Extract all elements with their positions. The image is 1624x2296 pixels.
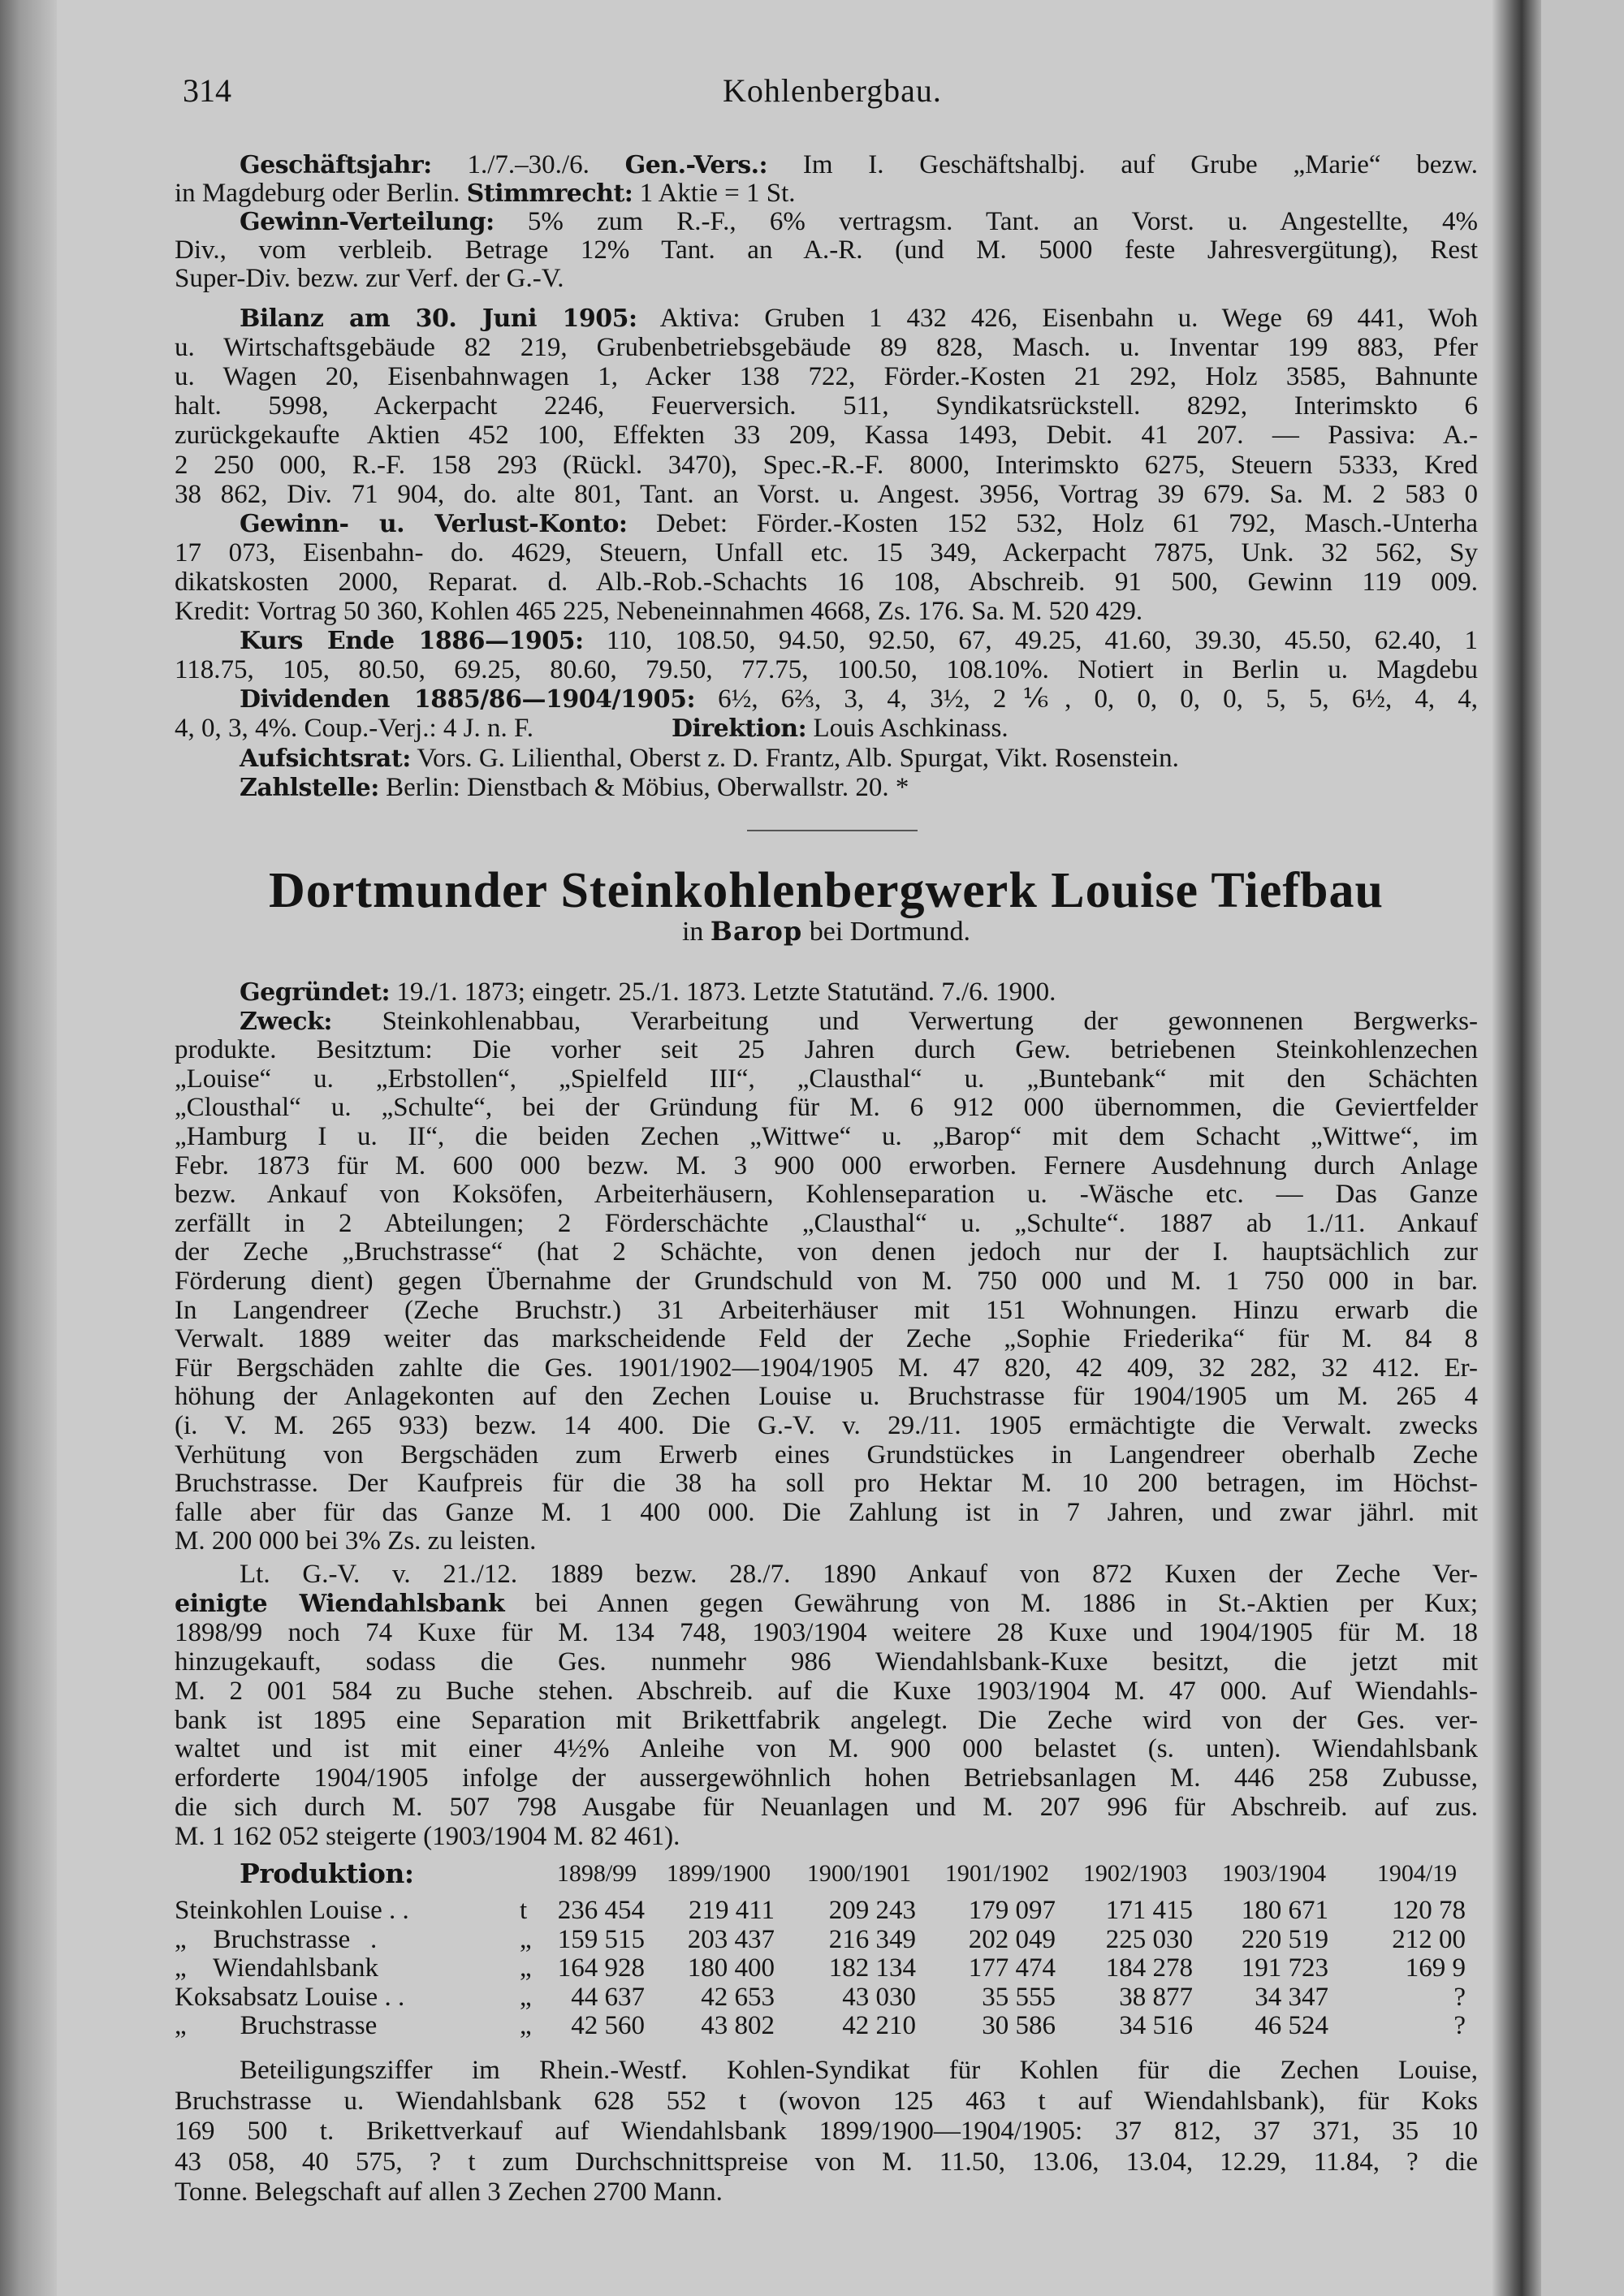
year-header: 1904/19	[1376, 1860, 1458, 1887]
text-line	[175, 208, 1478, 236]
text-segment: bezw. Ankauf von Koksöfen, Arbeiterhäusern, Kohlenseparation u. -Wäsche etc. — Das Ganze	[175, 1180, 1478, 1210]
text-segment: 118.75, 105, 80.50, 69.25, 80.60, 79.50, 77.75, 100.50, 108.10%. Notiert in Berlin u. Magdebu	[175, 655, 1478, 685]
row-unit: „	[520, 1982, 532, 2012]
year-header: 1902/1903	[1082, 1860, 1188, 1887]
text-line	[175, 2117, 1478, 2147]
text-segment: 6½, 6⅔, 3, 4, 3½, 2⅙, 0, 0, 0, 0, 5, 5, 6½, 4, 4,	[695, 684, 1478, 714]
text-segment: 1898/99 noch 74 Kuxe für M. 134 748, 1903/1904 weitere 28 Kuxe und 1904/1905 für M. 18	[175, 1618, 1478, 1647]
text-line	[175, 1267, 1478, 1297]
text-line	[175, 568, 1478, 597]
year-header: 1899/1900	[666, 1860, 771, 1887]
table-cell: 42 653	[701, 1982, 775, 2012]
text-line	[175, 451, 1478, 480]
table-cell: 46 524	[1255, 2011, 1328, 2040]
text-segment: M. 2 001 584 zu Buche stehen. Abschreib. auf die Kuxe 1903/1904 M. 47 000. Auf Wiendahls-	[175, 1677, 1478, 1706]
text-line	[175, 362, 1478, 391]
bold-label: Kurs Ende 1886—1905:	[240, 627, 584, 656]
text-segment: u. Wirtschaftsgebäude 82 219, Grubenbetriebsgebäude 89 828, Masch. u. Inventar 199 883, Pfer	[175, 333, 1478, 363]
bold-label: Gegründet:	[240, 978, 391, 1007]
table-cell: 220 519	[1241, 1924, 1328, 1954]
text-line	[175, 1094, 1478, 1123]
text-line	[175, 236, 1478, 265]
text-line	[175, 1470, 1478, 1499]
text-segment: 19./1. 1873; eingetr. 25./1. 1873. Letzte Statutänd. 7./6. 1900.	[390, 978, 1056, 1007]
text-line	[175, 1238, 1478, 1267]
company-title: Dortmunder Steinkohlenbergwerk Louise Tiefbau	[269, 863, 1384, 918]
text-segment: „Hamburg I u. II“, die beiden Zechen „Wittwe“ u. „Barop“ mit dem Schacht „Wittwe“, im	[175, 1123, 1478, 1151]
text-segment: Im I. Geschäftshalbj. auf Grube „Marie“ bezw.	[767, 151, 1478, 179]
text-segment: M. 1 162 052 steigerte (1903/1904 M. 82 461).	[175, 1823, 680, 1852]
text-segment: 17 073, Eisenbahn- do. 4629, Steuern, Unfall etc. 15 349, Ackerpacht 7875, Unk. 32 562, Sy	[175, 537, 1478, 568]
direktion-entry	[672, 714, 1009, 743]
text-segment: halt. 5998, Ackerpacht 2246, Feuerversich. 511, Syndikatsrückstell. 8292, Interimskto 6	[175, 391, 1478, 421]
text-segment: Für Bergschäden zahlte die Ges. 1901/1902—1904/1905 M. 47 820, 42 409, 32 282, 32 412. Er-	[175, 1353, 1478, 1383]
text-line	[175, 1065, 1478, 1094]
text-line	[175, 626, 1478, 655]
table-cell: 43 802	[701, 2011, 775, 2040]
text-segment: Bruchstrasse. Der Kaufpreis für die 38 ha soll pro Hektar M. 10 200 betragen, im Höchst-	[175, 1470, 1478, 1499]
text-line	[175, 655, 1478, 684]
bold-label: Zahlstelle:	[240, 773, 379, 802]
table-cell: 43 030	[842, 1982, 916, 2012]
table-cell: 209 243	[828, 1896, 916, 1925]
text-segment: 110, 108.50, 94.50, 92.50, 67, 49.25, 41.60, 39.30, 45.50, 62.40, 1	[583, 626, 1478, 656]
table-cell: 164 928	[557, 1953, 645, 1983]
text-line	[175, 1354, 1478, 1383]
text-segment: Tonne. Belegschaft auf allen 3 Zechen 2700 Mann.	[175, 2177, 723, 2207]
text-line	[175, 744, 1478, 773]
text-segment: zerfällt in 2 Abteilungen; 2 Förderschächte „Clausthal“ u. „Schulte“. 1887 ab 1./11. Ankauf	[175, 1209, 1478, 1238]
row-unit: „	[520, 1953, 532, 1983]
text-segment: zurückgekaufte Aktien 452 100, Effekten 33 209, Kassa 1493, Debit. 41 207. — Passiva: A.-	[175, 421, 1478, 451]
table-cell: 169 9	[1405, 1953, 1466, 1983]
text-segment: 2 250 000, R.-F. 158 293 (Rückl. 3470), Spec.-R.-F. 8000, Interimskto 6275, Steuern 5333, Kred	[175, 450, 1478, 480]
text-segment: Super-Div. bezw. zur Verf. der G.-V.	[175, 265, 564, 293]
table-cell: 179 097	[968, 1896, 1056, 1925]
text-line	[175, 1297, 1478, 1326]
table-cell: 203 437	[687, 1924, 775, 1954]
bold-label: Zweck:	[240, 1007, 332, 1036]
text-line	[175, 1499, 1478, 1528]
subtitle-place: Barop	[710, 916, 803, 947]
table-cell: 202 049	[968, 1924, 1056, 1954]
text-line	[175, 1619, 1478, 1648]
section-divider	[747, 830, 918, 831]
row-label: Steinkohlen Louise . .	[175, 1896, 409, 1925]
year-header: 1900/1901	[806, 1860, 912, 1887]
text-line	[175, 538, 1478, 568]
table-cell: 182 134	[828, 1953, 916, 1983]
row-unit: „	[520, 1924, 532, 1954]
text-segment: Louis Aschkinass.	[806, 714, 1009, 744]
text-segment: Förderung dient) gegen Übernahme der Grundschuld von M. 750 000 und M. 1 750 000 in bar.	[175, 1267, 1478, 1296]
text-segment: Lt. G.-V. v. 21./12. 1889 bezw. 28./7. 1890 Ankauf von 872 Kuxen der Zeche Ver-	[240, 1560, 1478, 1589]
book-gutter	[1492, 0, 1541, 2296]
text-line	[175, 1441, 1478, 1470]
table-cell: 44 637	[571, 1982, 645, 2012]
table-cell: 34 347	[1255, 1982, 1328, 2012]
text-segment: Berlin: Dienstbach & Möbius, Oberwallstr. 20. *	[378, 772, 909, 802]
text-segment: Steinkohlenabbau, Verarbeitung und Verwertung der gewonnenen Bergwerks-	[331, 1007, 1478, 1036]
row-label: „ Wiendahlsbank	[175, 1953, 378, 1983]
text-segment: 4, 0, 3, 4%. Coup.-Verj.: 4 J. n. F.	[175, 714, 533, 744]
bold-label: Geschäftsjahr:	[240, 151, 432, 179]
text-line	[175, 1735, 1478, 1764]
text-segment: „Clousthal“ u. „Schulte“, bei der Gründung für M. 6 912 000 übernommen, die Geviertfelder	[175, 1094, 1478, 1123]
text-line	[175, 421, 1478, 450]
text-line	[175, 333, 1478, 362]
text-segment: Verwalt. 1889 weiter das markscheidende Feld der Zeche „Sophie Friederika“ für M. 84 8	[175, 1325, 1478, 1354]
table-cell: 177 474	[968, 1953, 1056, 1983]
text-segment: produkte. Besitztum: Die vorher seit 25 Jahren durch Gew. betriebenen Steinkohlenzechen	[175, 1036, 1478, 1065]
subtitle-post: bei Dortmund.	[802, 917, 971, 947]
table-cell: 236 454	[557, 1896, 645, 1925]
bold-label: Dividenden 1885/86—1904/1905:	[240, 685, 696, 714]
text-line	[175, 684, 1478, 714]
page-number: 314	[183, 72, 231, 109]
table-cell: 216 349	[828, 1924, 916, 1954]
text-line	[175, 480, 1478, 509]
text-segment: dikatskosten 2000, Reparat. d. Alb.-Rob.-Schachts 16 108, Abschreib. 91 500, Gewinn 119 009.	[175, 567, 1478, 597]
table-cell: 180 400	[687, 1953, 775, 1983]
table-cell: 159 515	[557, 1924, 645, 1954]
bold-label: Gewinn- u. Verlust-Konto:	[240, 509, 628, 538]
table-cell: 35 555	[982, 1982, 1056, 2012]
text-segment: in Magdeburg oder Berlin.	[175, 179, 467, 208]
text-line	[175, 1527, 1478, 1556]
bold-label: Direktion:	[671, 714, 807, 744]
table-cell: 184 278	[1105, 1953, 1193, 1983]
text-line	[175, 179, 1478, 208]
table-cell: 38 877	[1119, 1982, 1193, 2012]
text-segment: waltet und ist mit einer 4½% Anleihe von M. 900 000 belastet (s. unten). Wiendahlsbank	[175, 1735, 1478, 1764]
text-segment: Div., vom verbleib. Betrage 12% Tant. an A.-R. (und M. 5000 feste Jahresvergütung), Rest	[175, 236, 1478, 265]
text-segment: bei Annen gegen Gewährung von M. 1886 in St.-Aktien per Kux;	[504, 1589, 1478, 1618]
text-line	[175, 304, 1478, 333]
text-line	[175, 151, 1478, 179]
text-segment: Debet: Förder.-Kosten 152 532, Holz 61 792, Masch.-Unterha	[627, 508, 1478, 538]
bold-label: Gen.-Vers.:	[624, 151, 768, 179]
text-segment: Beteiligungsziffer im Rhein.-Westf. Kohlen-Syndikat für Kohlen für die Zechen Louise,	[240, 2056, 1478, 2085]
row-label: Koksabsatz Louise . .	[175, 1982, 405, 2012]
text-segment: (i. V. M. 265 933) bezw. 14 400. Die G.-V. v. 29./11. 1905 ermächtigte die Verwalt. zwecks	[175, 1412, 1478, 1440]
text-line	[175, 597, 1478, 626]
text-line	[175, 1383, 1478, 1412]
text-segment: Febr. 1873 für M. 600 000 bezw. M. 3 900 000 erworben. Fernere Ausdehnung durch Anlage	[175, 1151, 1478, 1180]
row-unit: „	[520, 2011, 532, 2040]
text-line	[175, 714, 1478, 743]
text-segment: Kredit: Vortrag 50 360, Kohlen 465 225, Nebeneinnahmen 4668, Zs. 176. Sa. M. 520 429.	[175, 597, 1143, 626]
table-cell: 171 415	[1105, 1896, 1193, 1925]
production-label: Produktion:	[240, 1858, 414, 1889]
text-line	[175, 2177, 1478, 2208]
table-cell: 219 411	[688, 1896, 775, 1925]
text-segment: u. Wagen 20, Eisenbahnwagen 1, Acker 138 722, Förder.-Kosten 21 292, Holz 3585, Bahnunte	[175, 362, 1478, 392]
text-line	[175, 1180, 1478, 1210]
company-location	[175, 916, 1478, 947]
text-line	[175, 978, 1478, 1008]
text-segment: höhung der Anlagekonten auf den Zechen Louise u. Bruchstrasse für 1904/1905 um M. 265 4	[175, 1383, 1478, 1412]
text-line	[175, 1764, 1478, 1793]
table-cell: ?	[1453, 1982, 1466, 2012]
year-header: 1898/99	[556, 1860, 637, 1887]
text-segment: „Louise“ u. „Erbstollen“, „Spielfeld III“, „Clausthal“ u. „Buntebank“ mit den Schächten	[175, 1064, 1478, 1094]
table-cell: 42 560	[571, 2011, 645, 2040]
text-line	[175, 2056, 1478, 2087]
text-line	[175, 1590, 1478, 1619]
bold-label: Stimmrecht:	[466, 179, 633, 208]
text-segment: 43 058, 40 575, ? t zum Durchschnittspreise von M. 11.50, 13.06, 13.04, 12.29, 11.84, ? die	[175, 2147, 1478, 2177]
text-segment: In Langendreer (Zeche Bruchstr.) 31 Arbeiterhäuser mit 151 Wohnungen. Hinzu erwarb die	[175, 1296, 1478, 1325]
table-cell: 34 516	[1119, 2011, 1193, 2040]
text-segment: falle aber für das Ganze M. 1 400 000. Die Zahlung ist in 7 Jahren, und zwar jährl. mit	[175, 1498, 1478, 1527]
text-segment: 1./7.–30./6.	[431, 151, 625, 179]
row-label: „ Bruchstrasse .	[175, 1924, 378, 1954]
scan-left-edge	[0, 0, 57, 2296]
row-unit: t	[520, 1896, 528, 1925]
text-segment: Vors. G. Lilienthal, Oberst z. D. Frantz, Alb. Spurgat, Vikt. Rosenstein.	[410, 743, 1179, 773]
text-segment: der Zeche „Bruchstrasse“ (hat 2 Schächte, von denen jedoch nur der I. hauptsächlich zur	[175, 1238, 1478, 1267]
text-line	[175, 1560, 1478, 1590]
bold-label: Aufsichtsrat:	[240, 744, 411, 773]
adjacent-page-fragment	[1541, 0, 1624, 2296]
text-line	[175, 1412, 1478, 1441]
text-segment: M. 200 000 bei 3% Zs. zu leisten.	[175, 1527, 537, 1556]
text-line	[175, 1823, 1478, 1852]
text-line	[175, 1677, 1478, 1707]
text-segment: Aktiva: Gruben 1 432 426, Eisenbahn u. Wege 69 441, Woh	[637, 304, 1478, 333]
text-line	[175, 1008, 1478, 1037]
text-line	[175, 265, 1478, 293]
table-cell: 42 210	[842, 2011, 916, 2040]
text-segment: Verhütung von Bergschäden zum Erwerb eines Grundstückes in Langendreer oberhalb Zeche	[175, 1440, 1478, 1470]
table-cell: 191 723	[1241, 1953, 1328, 1983]
table-cell: 212 00	[1392, 1924, 1466, 1954]
text-segment: Bruchstrasse u. Wiendahlsbank 628 552 t (wovon 125 463 t auf Wiendahlsbank), für Koks	[175, 2086, 1478, 2116]
table-cell: 30 586	[982, 2011, 1056, 2040]
table-cell: ?	[1453, 2011, 1466, 2040]
text-segment: 1 Aktie = 1 St.	[633, 179, 796, 208]
text-segment: hinzugekauft, sodass die Ges. nunmehr 986 Wiendahlsbank-Kuxe besitzt, die jetzt mit	[175, 1647, 1478, 1677]
text-segment: 169 500 t. Brikettverkauf auf Wiendahlsbank 1899/1900—1904/1905: 37 812, 37 371, 35 10	[175, 2117, 1478, 2146]
text-segment: erforderte 1904/1905 infolge der aussergewöhnlich hohen Betriebsanlagen M. 446 258 Zubusse,	[175, 1764, 1478, 1793]
text-line	[175, 1152, 1478, 1181]
text-line	[175, 1325, 1478, 1354]
year-header: 1903/1904	[1221, 1860, 1327, 1887]
text-line	[175, 1793, 1478, 1823]
table-cell: 225 030	[1105, 1924, 1193, 1954]
text-segment: bank ist 1895 eine Separation mit Brikettfabrik angelegt. Die Zeche wird von der Ges. ver-	[175, 1706, 1478, 1735]
table-cell: 120 78	[1392, 1896, 1466, 1925]
text-line	[175, 391, 1478, 421]
row-label: „ Bruchstrasse	[175, 2011, 378, 2040]
text-line	[175, 2147, 1478, 2178]
table-cell: 180 671	[1241, 1896, 1328, 1925]
text-line	[175, 1210, 1478, 1239]
text-line	[175, 1648, 1478, 1677]
year-header: 1901/1902	[944, 1860, 1050, 1887]
text-line	[175, 1036, 1478, 1065]
bold-label: Bilanz am 30. Juni 1905:	[240, 304, 637, 333]
running-head: Kohlenbergbau.	[723, 72, 942, 109]
text-segment: 5% zum R.-F., 6% vertragsm. Tant. an Vorst. u. Angestellte, 4%	[494, 208, 1478, 236]
text-line	[175, 1707, 1478, 1736]
subtitle-pre: in	[681, 917, 710, 947]
text-segment: die sich durch M. 507 798 Ausgabe für Neuanlagen und M. 207 996 für Abschreib. auf zus.	[175, 1793, 1478, 1823]
text-segment: 38 862, Div. 71 904, do. alte 801, Tant. an Vorst. u. Angest. 3956, Vortrag 39 679. Sa. M. 2 583 0	[175, 479, 1478, 509]
text-line	[175, 1123, 1478, 1152]
bold-label: einigte Wiendahlsbank	[175, 1589, 505, 1618]
text-line	[175, 773, 1478, 802]
text-line	[175, 2087, 1478, 2117]
text-line	[175, 509, 1478, 538]
bold-label: Gewinn-Verteilung:	[240, 208, 495, 236]
